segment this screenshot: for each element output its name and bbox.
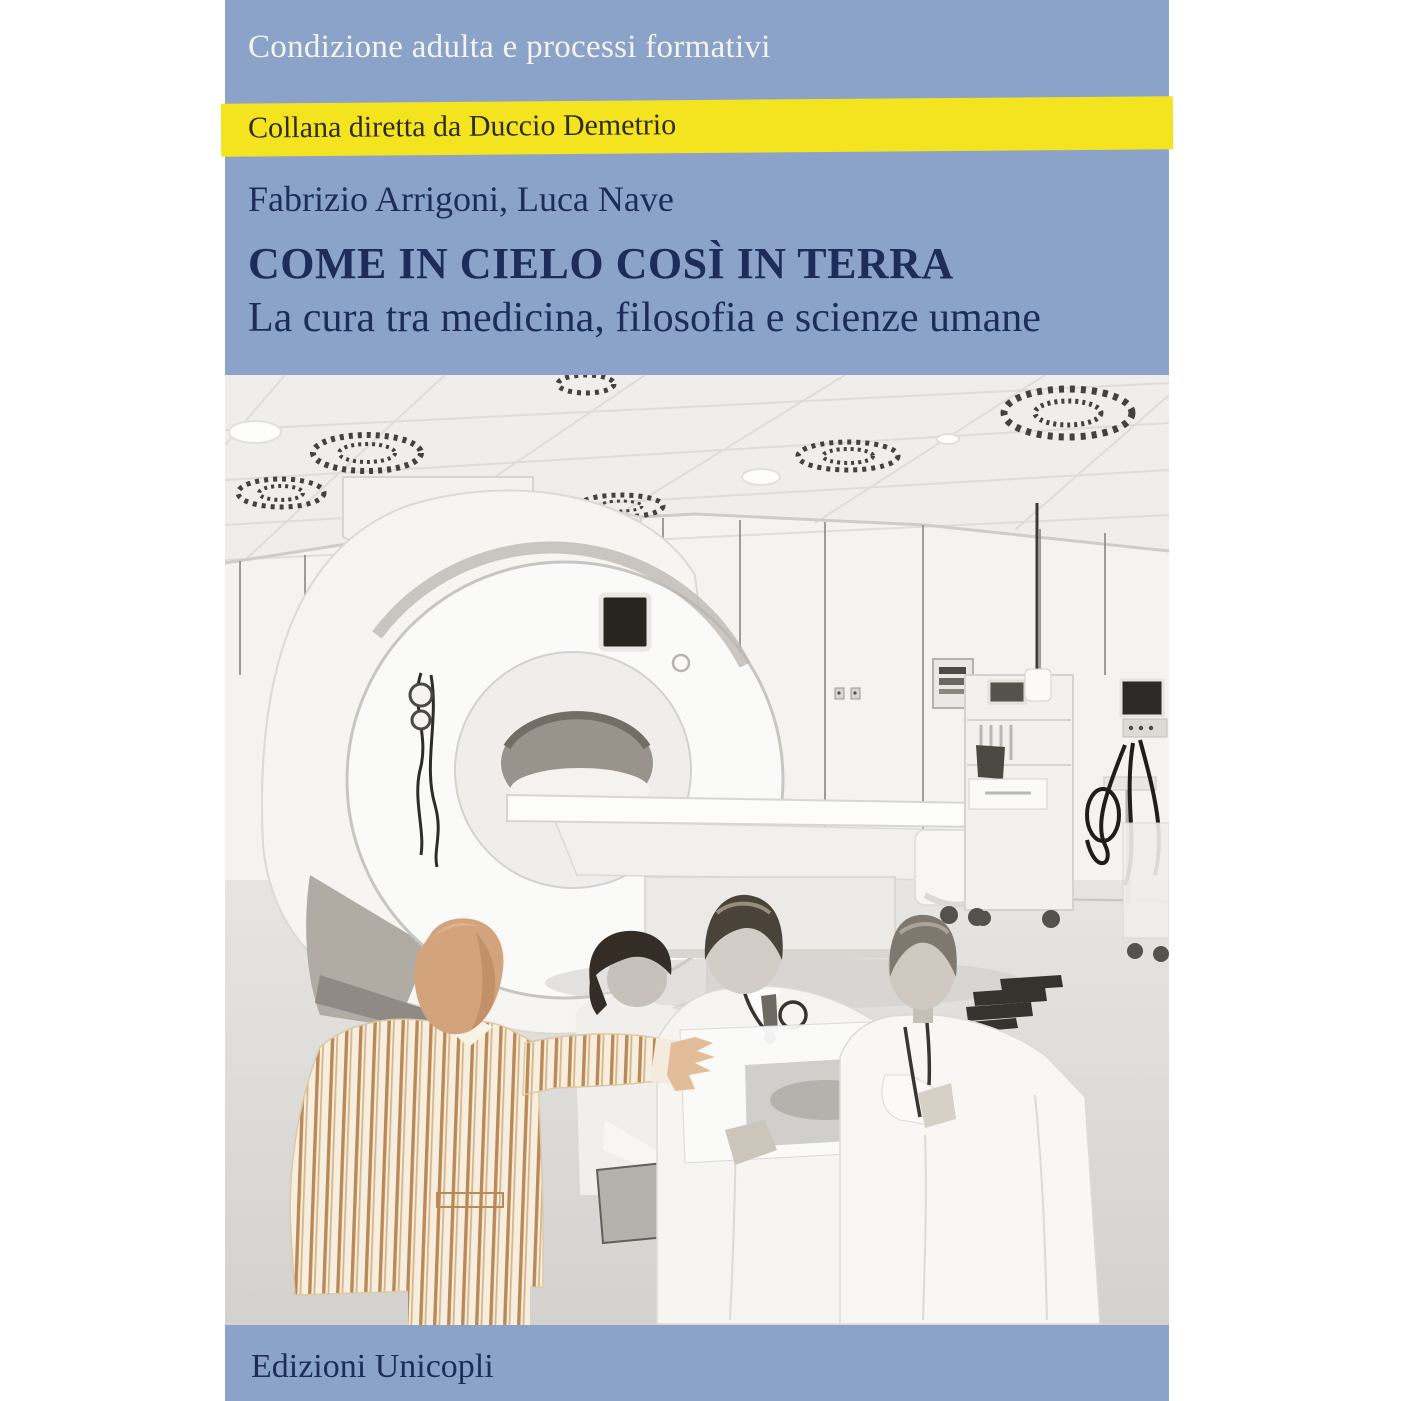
book-subtitle: La cura tra medicina, filosofia e scienze umane [248, 295, 1041, 341]
book-title: COME IN CIELO COSÌ IN TERRA [248, 239, 954, 288]
authors: Fabrizio Arrigoni, Luca Nave [248, 179, 674, 219]
series-editor-band [221, 96, 1173, 156]
book-cover [225, 0, 1169, 1401]
series-title: Condizione adulta e processi formativi [248, 29, 771, 65]
scanner-display [601, 595, 649, 649]
patient-body [290, 1019, 543, 1295]
series-editor-text: Collana diretta da Duccio Demetrio [247, 108, 677, 145]
cover-photo [225, 375, 1169, 1325]
publisher: Edizioni Unicopli [251, 1348, 494, 1385]
patient-trousers [408, 1283, 530, 1325]
